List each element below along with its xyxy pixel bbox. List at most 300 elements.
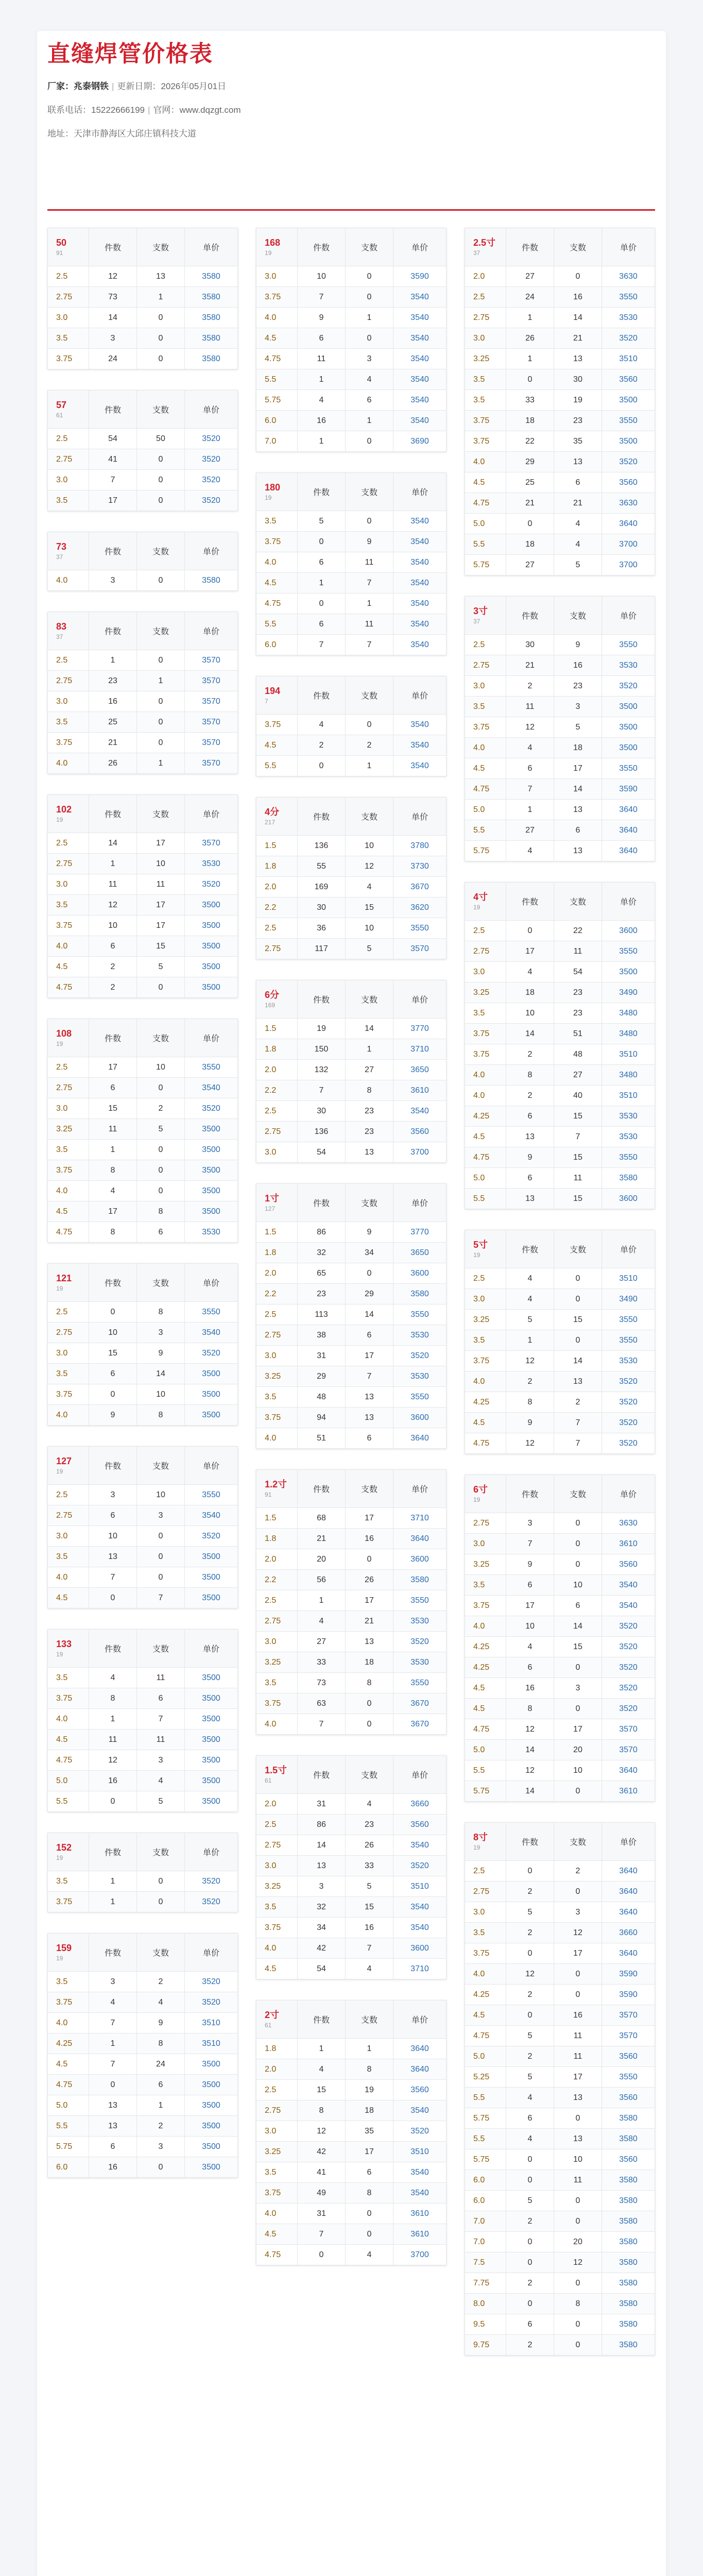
price-cell: 3500 xyxy=(602,962,655,982)
pieces-cell: 21 xyxy=(554,328,602,349)
pieces-cell: 4 xyxy=(554,514,602,534)
count-cell: 1 xyxy=(89,650,137,671)
price-cell: 3550 xyxy=(393,1590,446,1611)
price-cell: 3500 xyxy=(602,697,655,717)
thickness-cell: 2.5 xyxy=(256,1101,298,1122)
count-cell: 11 xyxy=(89,874,137,895)
count-cell: 12 xyxy=(506,1719,554,1740)
count-cell: 33 xyxy=(298,1652,346,1673)
count-cell: 15 xyxy=(89,1098,137,1119)
table-header xyxy=(48,1264,238,1302)
price-cell: 3520 xyxy=(184,1892,237,1912)
table-row xyxy=(256,1122,447,1142)
count-cell: 6 xyxy=(298,328,346,349)
pieces-cell: 4 xyxy=(345,1794,393,1815)
spec-header xyxy=(48,795,89,833)
price-cell: 3540 xyxy=(393,594,446,614)
price-cell: 3510 xyxy=(184,2033,237,2054)
table-row xyxy=(256,1142,447,1163)
table-row xyxy=(465,493,655,514)
meta-line-factory xyxy=(47,79,655,94)
price-cell: 3540 xyxy=(393,552,446,573)
price-header: 单价 xyxy=(393,1184,446,1222)
count-cell: 5 xyxy=(506,1310,554,1330)
thickness-cell: 3.25 xyxy=(465,349,506,369)
thickness-cell: 2.5 xyxy=(48,266,89,287)
thickness-cell: 2.75 xyxy=(48,671,89,691)
price-header: 单价 xyxy=(184,391,237,429)
count-header: 件数 xyxy=(89,228,137,266)
pieces-cell: 0 xyxy=(345,511,393,532)
count-cell: 4 xyxy=(89,1992,137,2013)
count-cell: 13 xyxy=(89,1547,137,1567)
pieces-cell: 16 xyxy=(554,287,602,308)
table-row xyxy=(256,1549,447,1570)
count-cell: 23 xyxy=(298,1284,346,1304)
thickness-cell: 2.5 xyxy=(256,918,298,939)
header-row xyxy=(48,1264,238,1302)
price-cell: 3630 xyxy=(602,493,655,514)
price-column-3 xyxy=(465,228,655,2376)
spec-size: 73 xyxy=(56,541,67,552)
pieces-cell: 7 xyxy=(345,1938,393,1959)
table-body xyxy=(48,1302,238,1426)
price-cell: 3560 xyxy=(393,1815,446,1835)
pieces-cell: 0 xyxy=(554,1882,602,1902)
price-column-2 xyxy=(256,228,447,2286)
pieces-cell: 0 xyxy=(554,1534,602,1554)
table-row xyxy=(465,1596,655,1616)
price-cell: 3570 xyxy=(184,650,237,671)
price-cell: 3520 xyxy=(184,470,237,490)
pieces-header: 支数 xyxy=(136,1934,184,1972)
thickness-cell: 3.5 xyxy=(48,1668,89,1688)
thickness-cell: 1.8 xyxy=(256,2039,298,2059)
pieces-cell: 0 xyxy=(136,2157,184,2178)
price-cell: 3530 xyxy=(393,1652,446,1673)
pieces-cell: 18 xyxy=(554,738,602,758)
price-header: 单价 xyxy=(393,473,446,511)
count-cell: 0 xyxy=(506,514,554,534)
header-row xyxy=(48,228,238,266)
header-row xyxy=(256,2001,447,2039)
count-cell: 1 xyxy=(89,1892,137,1912)
pieces-cell: 23 xyxy=(554,1003,602,1024)
thickness-cell: 3.25 xyxy=(256,1876,298,1897)
table-row xyxy=(465,1781,655,1802)
thickness-cell: 4.0 xyxy=(256,308,298,328)
price-table xyxy=(465,1822,655,2355)
count-header: 件数 xyxy=(298,1184,346,1222)
thickness-cell: 4.5 xyxy=(256,1959,298,1979)
table-row xyxy=(465,1289,655,1310)
table-row xyxy=(48,671,238,691)
thickness-cell: 4.5 xyxy=(48,1730,89,1750)
pieces-cell: 0 xyxy=(136,712,184,733)
thickness-cell: 2.75 xyxy=(465,1513,506,1534)
count-cell: 32 xyxy=(298,1897,346,1918)
table-row xyxy=(48,1078,238,1098)
header-row xyxy=(48,1630,238,1668)
table-row xyxy=(465,2314,655,2335)
site-link[interactable]: www.dqzgt.com xyxy=(179,105,241,115)
table-row xyxy=(465,1351,655,1371)
thickness-cell: 4.25 xyxy=(465,1985,506,2005)
price-cell: 3500 xyxy=(184,916,237,936)
thickness-cell: 3.0 xyxy=(465,328,506,349)
count-cell: 18 xyxy=(506,534,554,555)
count-cell: 5 xyxy=(506,2191,554,2211)
pieces-cell: 0 xyxy=(554,2108,602,2129)
pieces-cell: 29 xyxy=(345,1284,393,1304)
pieces-header: 支数 xyxy=(136,795,184,833)
thickness-cell: 5.75 xyxy=(465,2149,506,2170)
count-cell: 1 xyxy=(298,573,346,594)
thickness-cell: 3.75 xyxy=(48,1688,89,1709)
price-cell: 3580 xyxy=(184,349,237,369)
price-table xyxy=(465,1475,655,1802)
pieces-cell: 6 xyxy=(136,1222,184,1243)
price-cell: 3520 xyxy=(393,1856,446,1876)
table-body xyxy=(48,650,238,774)
count-header: 件数 xyxy=(298,1470,346,1508)
table-row xyxy=(48,449,238,470)
count-header: 件数 xyxy=(89,391,137,429)
count-cell: 1 xyxy=(298,369,346,390)
price-cell: 3580 xyxy=(602,2294,655,2314)
table-row xyxy=(256,1938,447,1959)
thickness-cell: 4.75 xyxy=(48,977,89,998)
count-cell: 1 xyxy=(89,1709,137,1730)
count-cell: 11 xyxy=(506,697,554,717)
table-row xyxy=(256,1897,447,1918)
pieces-cell: 13 xyxy=(554,2088,602,2108)
pieces-cell: 0 xyxy=(554,2314,602,2335)
pieces-cell: 5 xyxy=(554,555,602,575)
price-cell: 3540 xyxy=(393,411,446,431)
count-cell: 9 xyxy=(298,308,346,328)
table-body xyxy=(256,2039,447,2265)
table-row xyxy=(48,1302,238,1323)
price-cell: 3560 xyxy=(602,1554,655,1575)
price-cell: 3520 xyxy=(602,452,655,472)
pieces-cell: 6 xyxy=(345,390,393,411)
pieces-cell: 0 xyxy=(136,650,184,671)
table-row xyxy=(256,1652,447,1673)
price-table xyxy=(465,228,655,575)
table-row xyxy=(256,1387,447,1408)
pieces-cell: 4 xyxy=(345,1959,393,1979)
table-row xyxy=(465,555,655,575)
pieces-cell: 19 xyxy=(345,2080,393,2100)
count-cell: 7 xyxy=(506,779,554,800)
price-cell: 3500 xyxy=(184,2116,237,2137)
table-row xyxy=(48,733,238,753)
thickness-cell: 3.75 xyxy=(256,1693,298,1714)
table-row xyxy=(465,921,655,941)
thickness-cell: 3.5 xyxy=(48,895,89,916)
table-row xyxy=(256,2224,447,2245)
thickness-cell: 4.0 xyxy=(465,1371,506,1392)
table-row xyxy=(256,635,447,655)
thickness-cell: 2.2 xyxy=(256,1284,298,1304)
pieces-cell: 0 xyxy=(136,1567,184,1588)
count-cell: 0 xyxy=(506,369,554,390)
count-cell: 10 xyxy=(89,916,137,936)
pieces-cell: 35 xyxy=(554,431,602,452)
thickness-cell: 2.5 xyxy=(48,650,89,671)
table-header xyxy=(48,1447,238,1485)
thickness-cell: 5.5 xyxy=(465,534,506,555)
pieces-cell: 1 xyxy=(136,287,184,308)
table-row xyxy=(48,328,238,349)
price-table xyxy=(256,2000,447,2265)
pieces-cell: 6 xyxy=(345,1325,393,1346)
pieces-cell: 1 xyxy=(136,2095,184,2116)
price-cell: 3580 xyxy=(184,308,237,328)
thickness-cell: 4.5 xyxy=(465,472,506,493)
count-header: 件数 xyxy=(298,798,346,836)
count-cell: 13 xyxy=(506,1189,554,1209)
pieces-cell: 26 xyxy=(345,1835,393,1856)
thickness-cell: 3.75 xyxy=(465,1024,506,1044)
count-cell: 16 xyxy=(506,1678,554,1699)
table-row xyxy=(465,534,655,555)
thickness-cell: 5.75 xyxy=(256,390,298,411)
price-cell: 3600 xyxy=(393,1408,446,1428)
count-cell: 34 xyxy=(298,1918,346,1938)
pieces-cell: 2 xyxy=(136,1972,184,1992)
price-cell: 3640 xyxy=(602,1943,655,1964)
thickness-cell: 2.75 xyxy=(48,449,89,470)
count-cell: 7 xyxy=(298,2224,346,2245)
pieces-cell: 0 xyxy=(554,1781,602,1802)
pieces-cell: 14 xyxy=(345,1019,393,1039)
table-row xyxy=(465,2088,655,2108)
thickness-cell: 3.75 xyxy=(256,2183,298,2204)
thickness-cell: 5.75 xyxy=(465,1781,506,1802)
pieces-header: 支数 xyxy=(136,1630,184,1668)
table-row xyxy=(465,1086,655,1106)
thickness-cell: 5.0 xyxy=(465,1168,506,1189)
price-cell: 3580 xyxy=(602,2211,655,2232)
table-row xyxy=(465,676,655,697)
table-row xyxy=(256,1856,447,1876)
price-cell: 3540 xyxy=(393,328,446,349)
count-cell: 1 xyxy=(506,349,554,369)
count-cell: 8 xyxy=(506,1065,554,1086)
table-row xyxy=(465,982,655,1003)
spec-count: 61 xyxy=(265,2021,272,2029)
count-cell: 36 xyxy=(298,918,346,939)
price-cell: 3510 xyxy=(602,1044,655,1065)
pieces-cell: 7 xyxy=(136,1588,184,1608)
count-cell: 12 xyxy=(89,895,137,916)
count-cell: 23 xyxy=(89,671,137,691)
count-cell: 11 xyxy=(298,349,346,369)
count-cell: 54 xyxy=(298,1959,346,1979)
count-cell: 42 xyxy=(298,2142,346,2162)
price-cell: 3580 xyxy=(602,2314,655,2335)
update-label: 更新日期： xyxy=(117,81,161,91)
count-cell: 86 xyxy=(298,1222,346,1243)
table-row xyxy=(465,941,655,962)
spec-header xyxy=(256,1184,298,1222)
pieces-header: 支数 xyxy=(554,1230,602,1268)
price-header: 单价 xyxy=(602,228,655,266)
price-sheet-card xyxy=(37,31,666,2576)
price-cell: 3500 xyxy=(602,431,655,452)
count-cell: 31 xyxy=(298,2204,346,2224)
table-row xyxy=(48,1057,238,1078)
table-header xyxy=(256,1184,447,1222)
table-row xyxy=(48,1526,238,1547)
price-cell: 3540 xyxy=(184,1505,237,1526)
spec-size: 50 xyxy=(56,237,67,248)
price-cell: 3560 xyxy=(602,472,655,493)
count-cell: 7 xyxy=(89,2054,137,2075)
count-cell: 73 xyxy=(298,1673,346,1693)
thickness-cell: 7.0 xyxy=(465,2232,506,2252)
thickness-cell: 3.5 xyxy=(465,1923,506,1943)
count-cell: 9 xyxy=(89,1405,137,1426)
thickness-cell: 4.5 xyxy=(48,2054,89,2075)
thickness-cell: 5.5 xyxy=(256,614,298,635)
pieces-cell: 8 xyxy=(345,1673,393,1693)
count-cell: 65 xyxy=(298,1263,346,1284)
count-cell: 42 xyxy=(298,1938,346,1959)
price-cell: 3570 xyxy=(393,939,446,959)
count-cell: 2 xyxy=(506,1086,554,1106)
thickness-cell: 3.75 xyxy=(465,431,506,452)
thickness-cell: 2.75 xyxy=(256,1325,298,1346)
pieces-cell: 2 xyxy=(554,1392,602,1413)
price-cell: 3580 xyxy=(393,1570,446,1590)
price-table xyxy=(47,1446,238,1608)
pieces-cell: 15 xyxy=(345,897,393,918)
pieces-cell: 0 xyxy=(136,328,184,349)
table-body xyxy=(48,1057,238,1243)
count-cell: 12 xyxy=(506,1760,554,1781)
price-cell: 3580 xyxy=(602,2108,655,2129)
pieces-cell: 13 xyxy=(345,1408,393,1428)
thickness-cell: 4.25 xyxy=(465,1392,506,1413)
table-body xyxy=(256,715,447,776)
count-cell: 25 xyxy=(89,712,137,733)
count-cell: 15 xyxy=(89,1343,137,1364)
phone-number[interactable]: 15222666199 xyxy=(91,105,145,115)
pieces-header: 支数 xyxy=(345,228,393,266)
pieces-header: 支数 xyxy=(554,597,602,635)
pieces-cell: 0 xyxy=(136,1078,184,1098)
table-row xyxy=(465,1065,655,1086)
count-cell: 6 xyxy=(298,614,346,635)
thickness-cell: 3.0 xyxy=(48,1343,89,1364)
count-cell: 4 xyxy=(89,1668,137,1688)
count-cell: 3 xyxy=(506,1513,554,1534)
count-cell: 41 xyxy=(298,2162,346,2183)
spec-size: 168 xyxy=(265,237,281,248)
thickness-cell: 2.0 xyxy=(256,1060,298,1080)
pieces-cell: 23 xyxy=(554,676,602,697)
thickness-cell: 4.0 xyxy=(465,452,506,472)
pieces-cell: 14 xyxy=(554,1351,602,1371)
count-cell: 0 xyxy=(298,594,346,614)
thickness-cell: 4.0 xyxy=(256,1428,298,1449)
table-body xyxy=(48,266,238,369)
thickness-cell: 4.0 xyxy=(256,1714,298,1735)
table-row xyxy=(256,1918,447,1938)
count-cell: 8 xyxy=(506,1392,554,1413)
price-cell: 3670 xyxy=(393,1714,446,1735)
thickness-cell: 3.75 xyxy=(465,411,506,431)
table-row xyxy=(48,2137,238,2157)
pieces-cell: 3 xyxy=(136,2137,184,2157)
separator: | xyxy=(148,105,150,115)
price-cell: 3550 xyxy=(184,1057,237,1078)
pieces-cell: 13 xyxy=(554,1371,602,1392)
count-cell: 1 xyxy=(89,1871,137,1892)
table-row xyxy=(48,1972,238,1992)
price-cell: 3550 xyxy=(602,2067,655,2088)
pieces-cell: 10 xyxy=(554,2149,602,2170)
price-cell: 3550 xyxy=(393,1387,446,1408)
thickness-cell: 3.0 xyxy=(48,1098,89,1119)
thickness-cell: 9.5 xyxy=(465,2314,506,2335)
count-cell: 13 xyxy=(506,1127,554,1147)
thickness-cell: 3.75 xyxy=(48,1160,89,1181)
count-cell: 132 xyxy=(298,1060,346,1080)
price-cell: 3520 xyxy=(602,1657,655,1678)
table-row xyxy=(48,2157,238,2178)
table-row xyxy=(256,532,447,552)
count-cell: 113 xyxy=(298,1304,346,1325)
table-header xyxy=(465,228,655,266)
thickness-cell: 4.0 xyxy=(48,1405,89,1426)
thickness-cell: 3.5 xyxy=(48,1364,89,1384)
table-row xyxy=(48,1505,238,1526)
thickness-cell: 4.5 xyxy=(256,2224,298,2245)
table-row xyxy=(465,1923,655,1943)
pieces-cell: 0 xyxy=(345,287,393,308)
price-cell: 3700 xyxy=(602,534,655,555)
table-header xyxy=(48,612,238,650)
price-cell: 3570 xyxy=(602,2005,655,2026)
pieces-header: 支数 xyxy=(554,883,602,921)
table-body xyxy=(48,429,238,511)
table-row xyxy=(256,1060,447,1080)
price-cell: 3550 xyxy=(602,1147,655,1168)
price-cell: 3500 xyxy=(602,738,655,758)
table-row xyxy=(465,266,655,287)
table-row xyxy=(256,431,447,452)
thickness-cell: 4.0 xyxy=(48,1181,89,1201)
count-cell: 17 xyxy=(506,1596,554,1616)
price-cell: 3550 xyxy=(393,1673,446,1693)
count-cell: 21 xyxy=(506,655,554,676)
count-cell: 4 xyxy=(298,2059,346,2080)
thickness-cell: 3.0 xyxy=(48,470,89,490)
table-row xyxy=(48,957,238,977)
pieces-cell: 6 xyxy=(345,1428,393,1449)
pieces-cell: 0 xyxy=(554,1289,602,1310)
table-row xyxy=(465,1760,655,1781)
table-row xyxy=(256,856,447,877)
pieces-header: 支数 xyxy=(345,676,393,715)
thickness-cell: 2.5 xyxy=(256,1304,298,1325)
price-cell: 3520 xyxy=(184,490,237,511)
table-row xyxy=(256,1428,447,1449)
